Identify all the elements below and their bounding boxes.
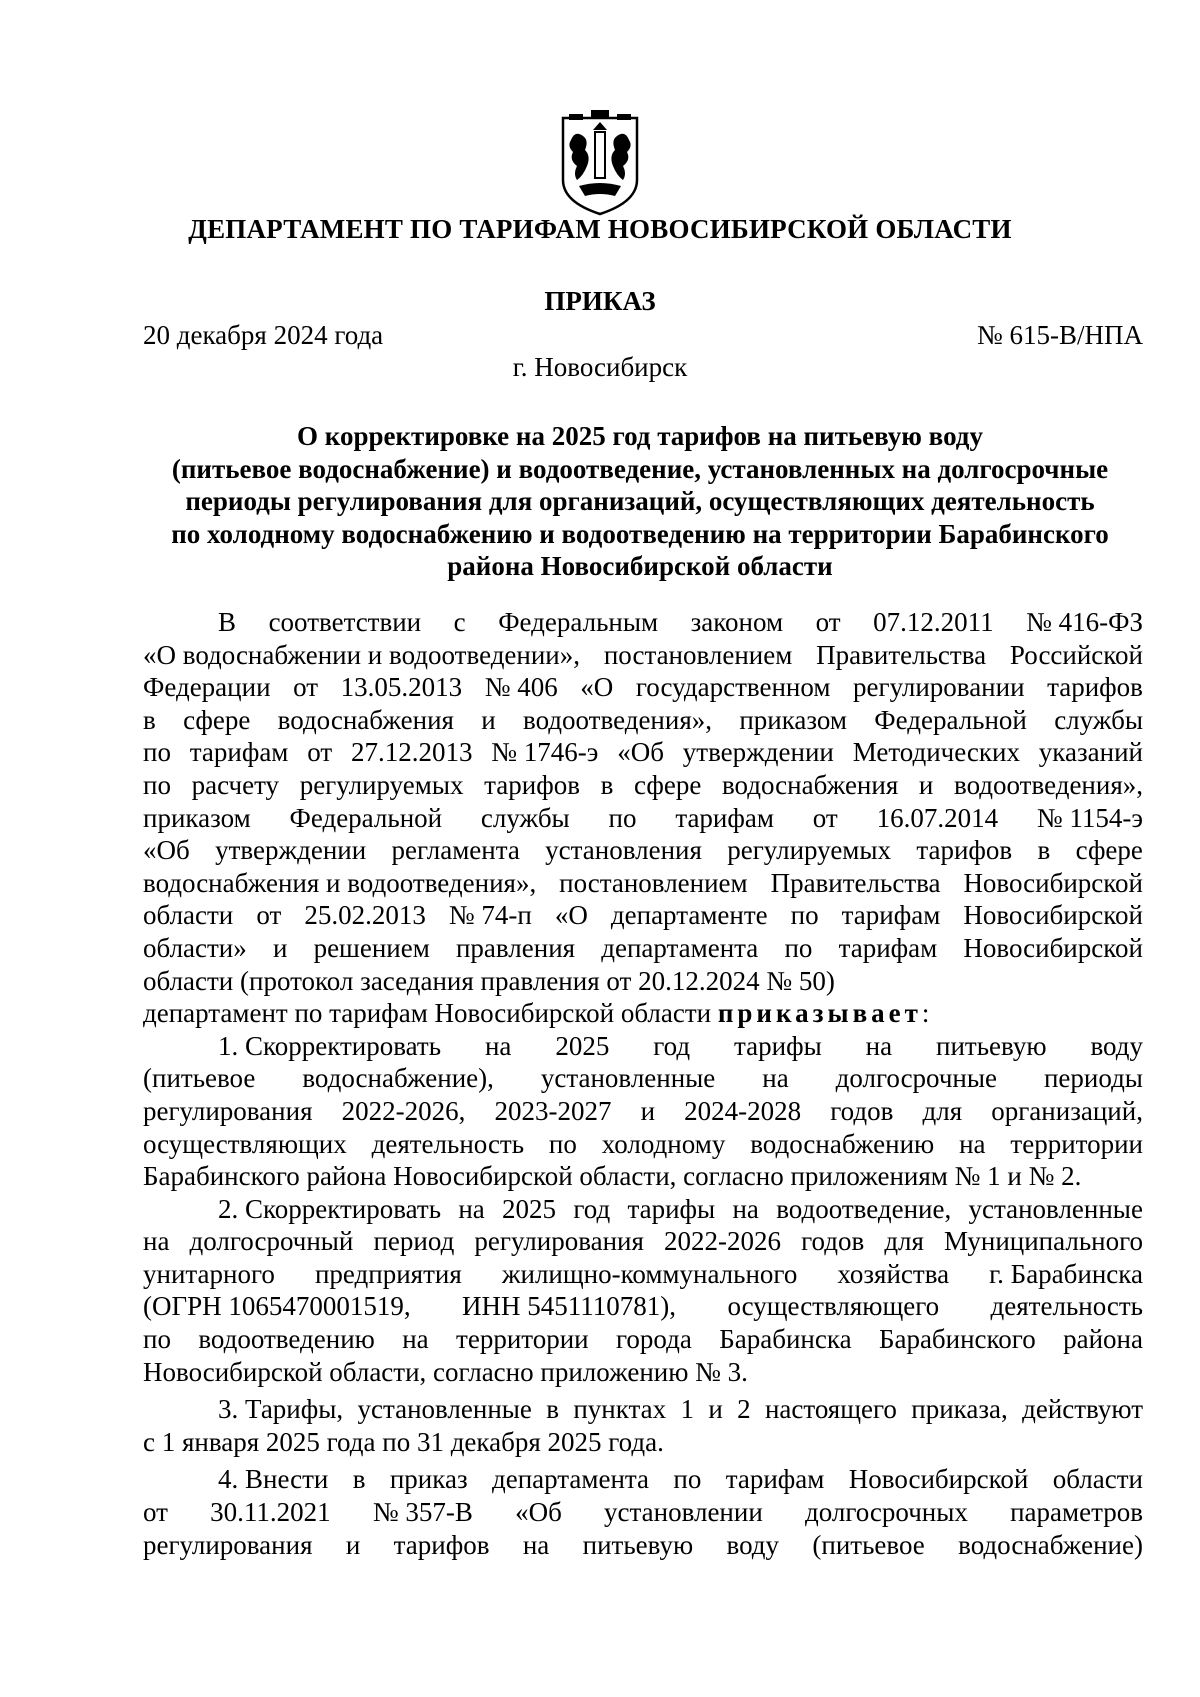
word: водоотведения»,	[954, 769, 1143, 800]
word: водоснабжения	[721, 769, 899, 800]
text-line	[143, 1496, 1143, 1529]
text-line	[143, 1128, 1143, 1161]
word: с	[453, 607, 466, 637]
word: территории	[456, 1324, 589, 1355]
word: утверждении	[215, 835, 367, 866]
word: указаний	[1038, 737, 1143, 768]
word: водоснабжения и водоотведения»,	[143, 867, 537, 898]
word: периоды	[1043, 1063, 1143, 1094]
word: регулируемых	[299, 769, 464, 800]
word: водоснабжению	[750, 1128, 935, 1159]
word: для	[922, 1095, 963, 1126]
word: жилищно-коммунального	[501, 1258, 798, 1289]
word: и	[918, 769, 934, 800]
word: «Об	[617, 737, 664, 768]
word: холодному	[601, 1128, 726, 1159]
word: и	[272, 932, 288, 963]
word: организаций,	[991, 1095, 1143, 1126]
word: (ОГРН 1065470001519,	[143, 1291, 411, 1322]
text-line	[143, 1062, 1143, 1095]
word: и	[640, 1095, 656, 1126]
word: территории	[1010, 1128, 1143, 1159]
word: и	[708, 1394, 723, 1425]
text-line	[143, 1095, 1143, 1128]
word: тарифам	[725, 1464, 825, 1495]
word: по	[608, 802, 637, 833]
text-line	[143, 769, 1143, 802]
word: параметров	[1010, 1497, 1143, 1528]
word: законом	[690, 607, 784, 637]
word: Федеральной	[289, 802, 443, 833]
word: по	[143, 1324, 171, 1355]
word: год	[653, 1030, 691, 1061]
word: Новосибирской	[963, 867, 1143, 898]
text-line	[143, 899, 1143, 932]
word: Новосибирской	[848, 1464, 1029, 1495]
word: на	[402, 1324, 429, 1355]
text-line	[143, 1225, 1143, 1258]
subject-line: периоды регулирования для организаций, осуществляющих деятельность	[185, 486, 1095, 516]
word: от	[143, 1497, 168, 1528]
item-3-last-line: с 1 января 2025 года по 31 декабря 2025 года.	[143, 1426, 664, 1457]
text-line	[143, 932, 1143, 965]
word: № 1746-э	[491, 737, 599, 768]
word: сфере	[634, 769, 702, 800]
word: год	[573, 1193, 611, 1224]
item-4-paragraph	[143, 1463, 1143, 1561]
text-line	[143, 834, 1143, 867]
text-line	[143, 1290, 1143, 1323]
word: водоотведения»,	[523, 704, 712, 735]
word: осуществляющего	[727, 1291, 940, 1322]
word: приказ	[389, 1464, 468, 1495]
word: 3. Тарифы,	[218, 1394, 344, 1425]
word: унитарного	[143, 1258, 275, 1289]
word: области	[143, 900, 234, 931]
word: установленные	[968, 1193, 1143, 1224]
word: Федеральным	[498, 607, 659, 637]
word: тарифам	[675, 802, 774, 833]
word: решением	[313, 932, 430, 963]
word: 2025	[555, 1030, 610, 1061]
text-line	[143, 1463, 1143, 1496]
subject-line: (питьевое водоснабжение) и водоотведение, установленных на долгосрочные	[171, 453, 1109, 484]
word: приказом	[143, 802, 251, 833]
word: тарифы	[734, 1030, 822, 1061]
word: водоснабжение)	[958, 1529, 1143, 1560]
word: 27.12.2013	[350, 737, 473, 768]
word: сфере	[183, 704, 251, 735]
word: Муниципального	[944, 1226, 1143, 1257]
word: тарифов	[484, 769, 580, 800]
word: Правительства	[816, 639, 987, 670]
word: на	[959, 1128, 986, 1159]
word: от	[256, 900, 282, 931]
word: регулируемых	[727, 835, 892, 866]
word: хозяйства	[837, 1258, 950, 1289]
word: тарифам	[838, 932, 938, 963]
word: регулирования	[143, 1095, 313, 1126]
word: регулировании	[853, 672, 1025, 703]
word: питьевую	[936, 1030, 1047, 1061]
word: тарифов	[393, 1529, 490, 1560]
word: для	[884, 1226, 924, 1257]
word: № 357-В	[372, 1497, 473, 1528]
word: установленные	[357, 1394, 532, 1425]
word: по	[548, 1128, 577, 1159]
word: от	[307, 737, 333, 768]
word: утверждении	[682, 737, 834, 768]
word: и	[481, 704, 496, 735]
word: департамента	[492, 1464, 650, 1495]
document-body	[143, 606, 1143, 1561]
word: по	[143, 769, 171, 800]
word: 25.02.2013	[304, 900, 426, 931]
word: действуют	[1022, 1394, 1143, 1425]
word: тарифам	[189, 737, 289, 768]
word: водоснабжение),	[302, 1063, 494, 1094]
word: 1. Скорректировать	[218, 1030, 442, 1061]
word: Новосибирской	[963, 932, 1143, 963]
word: службы	[480, 802, 570, 833]
word: от	[815, 607, 841, 637]
document-city: г. Новосибирск	[512, 352, 688, 382]
word: 2022-2026	[664, 1226, 781, 1257]
word: 2025	[502, 1193, 557, 1224]
text-line	[143, 1323, 1143, 1356]
text-line	[143, 802, 1143, 835]
word: деятельность	[990, 1291, 1143, 1322]
item-3-paragraph	[143, 1393, 1143, 1426]
word: деятельность	[371, 1128, 525, 1159]
word: на	[732, 1193, 759, 1224]
word: на	[143, 1226, 170, 1257]
word: водоотведению	[198, 1324, 375, 1355]
word: в	[546, 1394, 559, 1425]
word: приказом	[739, 704, 847, 735]
word: Барабинского	[878, 1324, 1036, 1355]
word: «О	[554, 900, 588, 931]
word: расчету	[191, 769, 280, 800]
word: в	[143, 704, 156, 735]
word: по	[784, 932, 813, 963]
word: г. Барабинска	[989, 1258, 1143, 1289]
word: 4. Внести	[218, 1464, 329, 1495]
word: регламента	[391, 835, 520, 866]
word: приказа,	[911, 1394, 1008, 1425]
text-line	[143, 1529, 1143, 1562]
word: в	[600, 769, 614, 800]
word: в	[1037, 835, 1051, 866]
preamble-paragraph	[143, 606, 1143, 965]
text-line	[143, 606, 1143, 639]
word: постановлением	[559, 867, 748, 898]
word: регулирования	[474, 1226, 644, 1257]
word: департамента	[601, 932, 759, 963]
word: города	[616, 1324, 692, 1355]
decree-word: приказывает	[717, 998, 922, 1029]
department-title: ДЕПАРТАМЕНТ ПО ТАРИФАМ НОВОСИБИРСКОЙ ОБЛАСТИ	[188, 214, 1012, 244]
word: 2. Скорректировать	[218, 1193, 442, 1224]
text-line	[143, 1258, 1143, 1291]
word: по	[673, 1464, 702, 1495]
word: настоящего	[764, 1394, 897, 1425]
text-line	[143, 1030, 1143, 1063]
word: В	[218, 607, 237, 637]
word: сфере	[1075, 835, 1143, 866]
document-number: № 615-В/НПА	[976, 320, 1143, 350]
document-type: ПРИКАЗ	[544, 286, 656, 316]
word: «Об	[515, 1497, 562, 1528]
word: государственном	[635, 672, 831, 703]
word: годов	[830, 1095, 894, 1126]
subject-line: района Новосибирской области	[447, 551, 833, 581]
word: службы	[1054, 704, 1143, 735]
word: долгосрочные	[835, 1063, 998, 1094]
word: от	[293, 672, 319, 703]
word: воду	[726, 1529, 780, 1560]
word: по	[143, 737, 171, 768]
subject-line: по холодному водоснабжению и водоотведению на территории Барабинского	[171, 518, 1109, 549]
text-line	[143, 671, 1143, 704]
text-line	[143, 1393, 1143, 1426]
text-line	[143, 867, 1143, 900]
word: тарифам	[841, 900, 941, 931]
word: области	[1052, 1464, 1143, 1495]
word: 2022-2026,	[341, 1095, 466, 1126]
word: № 1154-э	[1036, 802, 1143, 833]
word: на	[484, 1030, 512, 1061]
word: питьевую	[582, 1529, 694, 1560]
word: тарифы	[627, 1193, 716, 1224]
word: 1	[680, 1394, 694, 1425]
coat-of-arms-emblem	[555, 110, 645, 218]
word: тарифов	[916, 835, 1013, 866]
word: водоснабжения	[277, 704, 454, 735]
word: (питьевое	[143, 1063, 256, 1094]
word: на	[762, 1063, 789, 1094]
word: № 406	[484, 672, 558, 703]
text-line	[143, 1193, 1143, 1226]
word: Правительства	[770, 867, 941, 898]
word: 30.11.2021	[210, 1497, 331, 1528]
word: № 74-п	[448, 900, 532, 931]
text-line	[143, 736, 1143, 769]
word: предприятия	[314, 1258, 462, 1289]
word: 13.05.2013	[340, 672, 463, 703]
word: Федерации	[143, 672, 271, 703]
word: установленные	[540, 1063, 716, 1094]
word: годов	[801, 1226, 865, 1257]
decree-intro: департамент по тарифам Новосибирской области	[143, 998, 718, 1029]
word: 07.12.2011	[873, 607, 994, 637]
word: регулирования	[143, 1529, 313, 1560]
document-date: 20 декабря 2024 года	[143, 320, 384, 350]
word: на	[522, 1529, 550, 1560]
word: «О водоснабжении и водоотведении»,	[143, 639, 581, 670]
word: 2023-2027	[494, 1095, 612, 1126]
word: и	[345, 1529, 361, 1560]
word: тарифов	[1047, 672, 1143, 703]
word: Федеральной	[874, 704, 1027, 735]
word: Новосибирской	[963, 900, 1143, 931]
word: 2024-2028	[684, 1095, 802, 1126]
word: района	[1063, 1324, 1143, 1355]
word: Барабинска	[719, 1324, 852, 1355]
word: на	[865, 1030, 893, 1061]
word: воду	[1090, 1030, 1143, 1061]
word: период	[373, 1226, 455, 1257]
word: пунктах	[573, 1394, 667, 1425]
word: по	[790, 900, 819, 931]
text-line	[143, 639, 1143, 672]
word: на	[458, 1193, 485, 1224]
word: № 416-ФЗ	[1026, 607, 1143, 637]
word: «Об	[143, 835, 190, 866]
item-2-paragraph	[143, 1193, 1143, 1356]
word: Методических	[852, 737, 1020, 768]
word: правления	[455, 932, 576, 963]
word: установлении	[604, 1497, 763, 1528]
word: долгосрочный	[189, 1226, 354, 1257]
document-subject	[140, 420, 1140, 583]
subject-line: О корректировке на 2025 год тарифов на питьевую воду	[297, 421, 983, 451]
word: осуществляющих	[143, 1128, 347, 1159]
text-line	[143, 704, 1143, 737]
item-1-last-line: Барабинского района Новосибирской области, согласно приложениям № 1 и № 2.	[143, 1161, 1082, 1192]
word: (питьевое	[812, 1529, 925, 1560]
word: соответствии	[268, 607, 422, 637]
word: постановлением	[603, 639, 793, 670]
word: долгосрочных	[804, 1497, 968, 1528]
decree-line: департамент по тарифам Новосибирской области приказывает :	[143, 998, 930, 1029]
word: от	[812, 802, 838, 833]
word: ИНН 5451110781),	[462, 1291, 677, 1322]
word: Российской	[1009, 639, 1143, 670]
word: установления	[545, 835, 702, 866]
word: 2	[737, 1394, 751, 1425]
word: области»	[143, 932, 247, 963]
word: департаменте	[610, 900, 768, 931]
word: в	[352, 1464, 366, 1495]
word: «О	[580, 672, 614, 703]
item-1-paragraph	[143, 1030, 1143, 1160]
word: водоотведение,	[776, 1193, 952, 1224]
item-2-last-line: Новосибирской области, согласно приложению № 3.	[143, 1356, 748, 1387]
preamble-last-line: области (протокол заседания правления от 20.12.2024 № 50)	[143, 965, 835, 996]
word: 16.07.2014	[876, 802, 999, 833]
